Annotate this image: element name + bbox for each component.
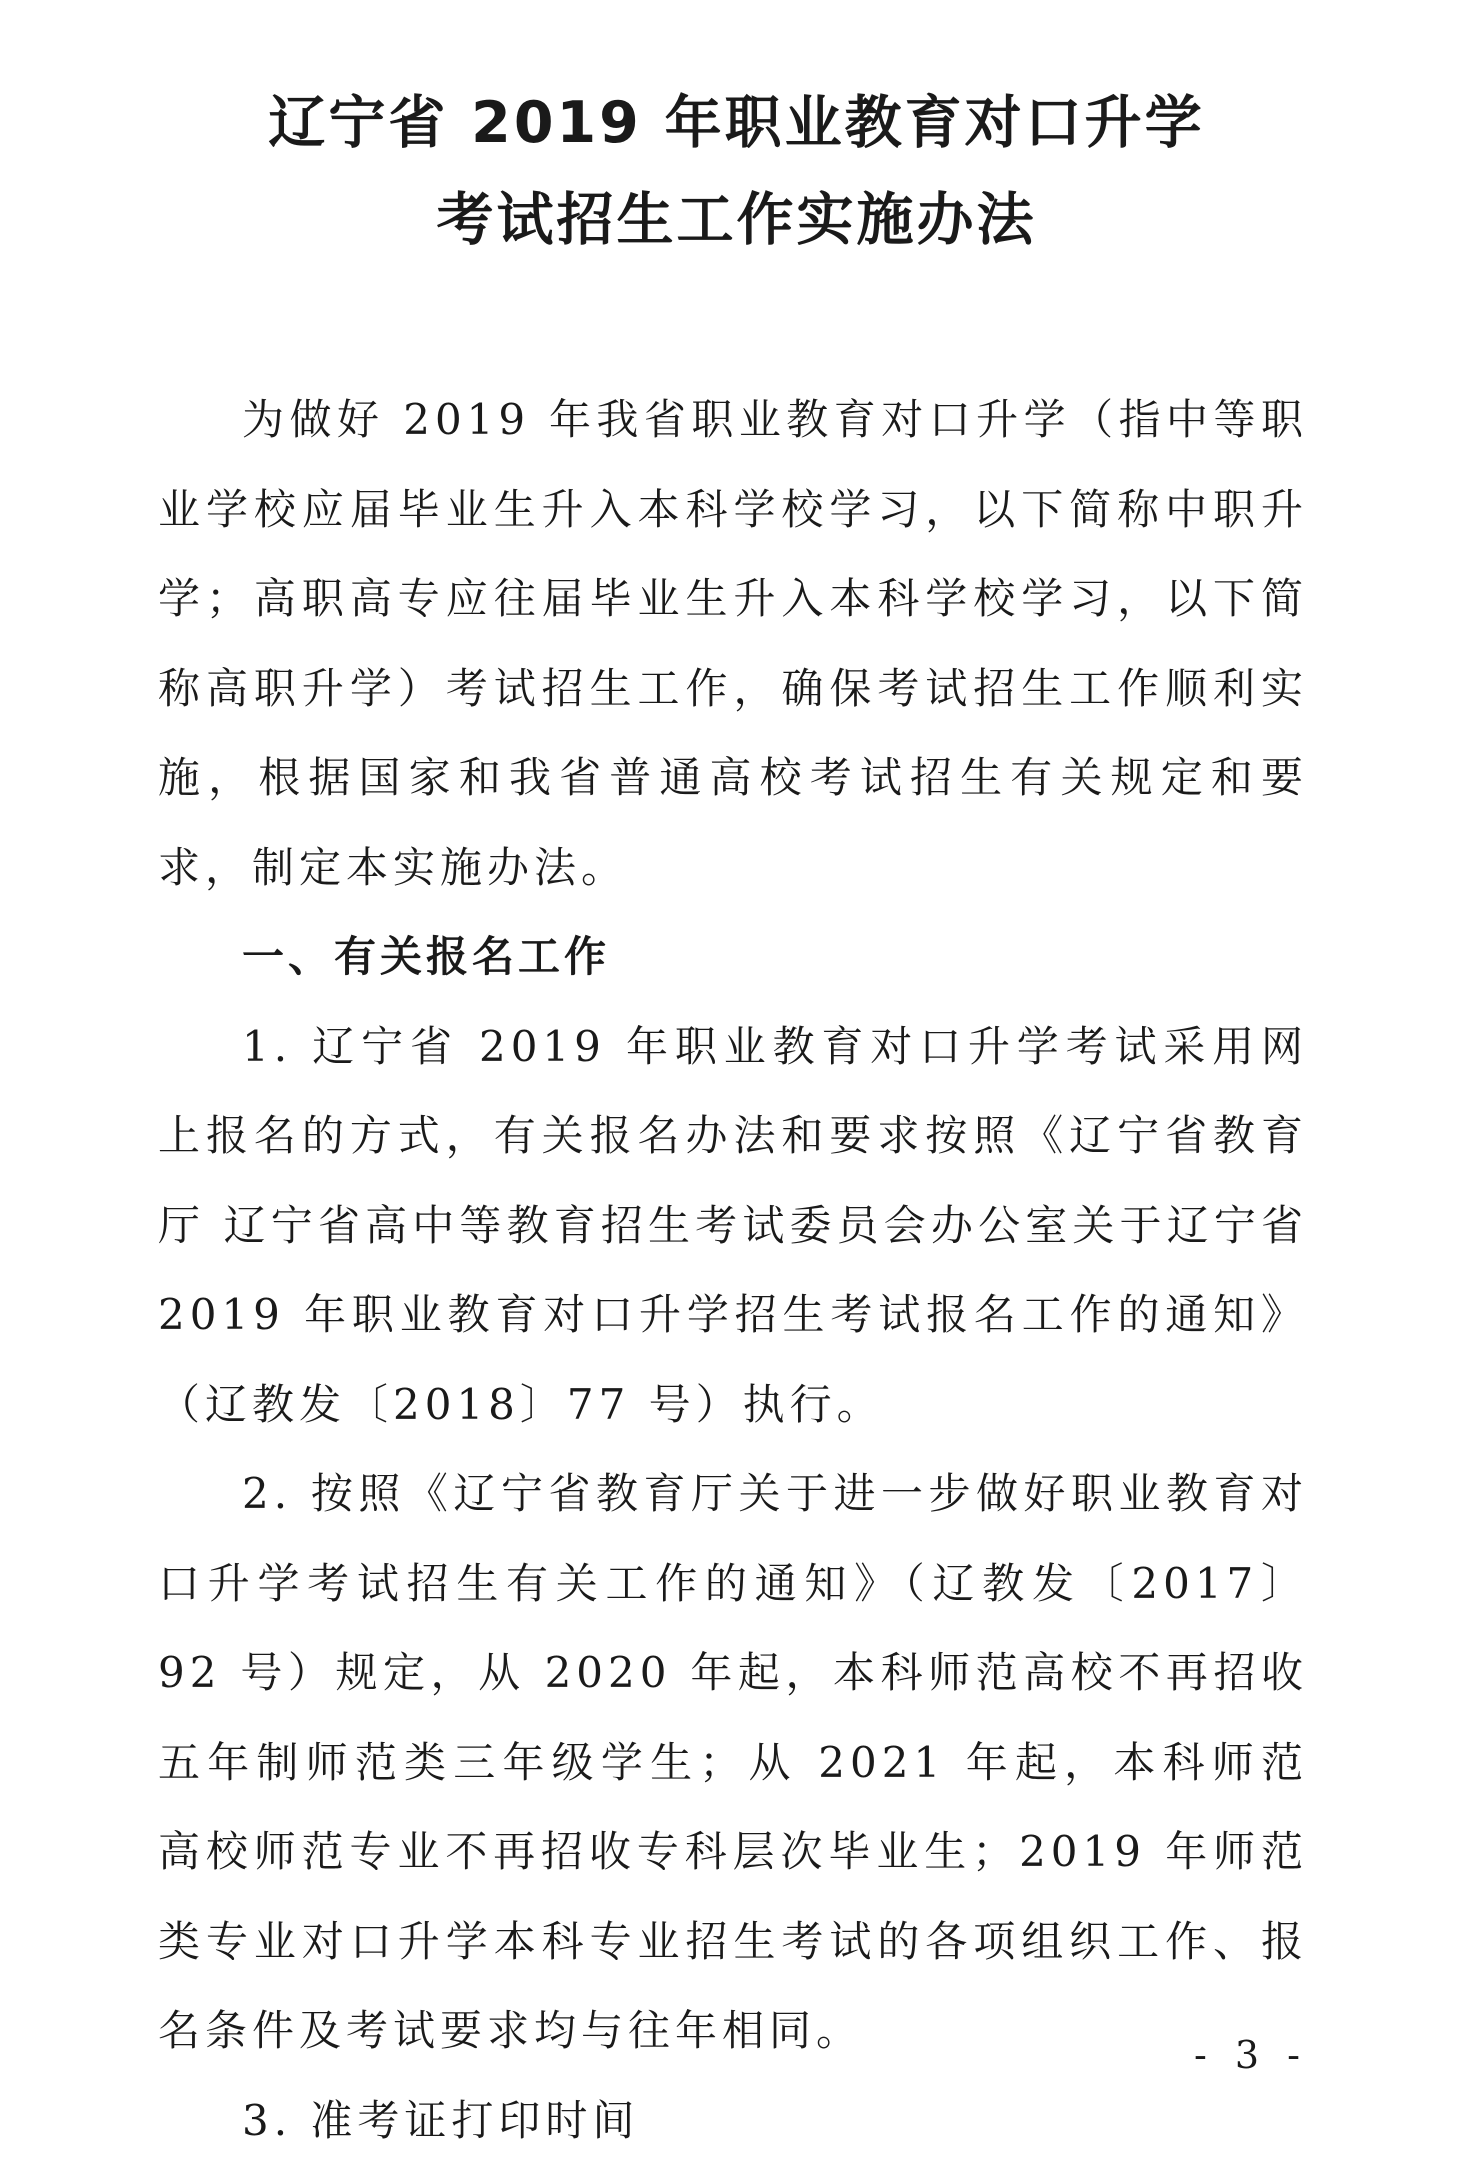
paragraph-item-2: 2. 按照《辽宁省教育厅关于进一步做好职业教育对口升学考试招生有关工作的通知》（辽教发〔2017〕92 号）规定，从 2020 年起，本科师范高校不再招收五年制师范类三年级学生；从 2021 年起，本科师范高校师范专业不再招收专科层次毕业生；2019 年师范类专业对口升学本科专业招生考试的各项组织工作、报名条件及考试要求均与往年相同。: [158, 1449, 1308, 2076]
document-body: [158, 375, 1308, 2165]
document-title-line-1: 辽宁省 2019 年职业教育对口升学: [0, 88, 1473, 158]
paragraph-item-1: 1. 辽宁省 2019 年职业教育对口升学考试采用网上报名的方式，有关报名办法和要求按照《辽宁省教育厅 辽宁省高中等教育招生考试委员会办公室关于辽宁省 2019 年职业教育对口升学招生考试报名工作的通知》（辽教发〔2018〕77 号）执行。: [158, 1002, 1308, 1450]
section-heading-registration: 一、有关报名工作: [158, 912, 1308, 1002]
page-number: - 3 -: [1194, 2030, 1308, 2080]
intro-paragraph: 为做好 2019 年我省职业教育对口升学（指中等职业学校应届毕业生升入本科学校学习，以下简称中职升学；高职高专应往届毕业生升入本科学校学习，以下简称高职升学）考试招生工作，确保考试招生工作顺利实施，根据国家和我省普通高校考试招生有关规定和要求，制定本实施办法。: [158, 375, 1308, 912]
paragraph-item-3: 3. 准考证打印时间: [158, 2076, 1308, 2165]
document-title-line-2: 考试招生工作实施办法: [0, 185, 1473, 255]
